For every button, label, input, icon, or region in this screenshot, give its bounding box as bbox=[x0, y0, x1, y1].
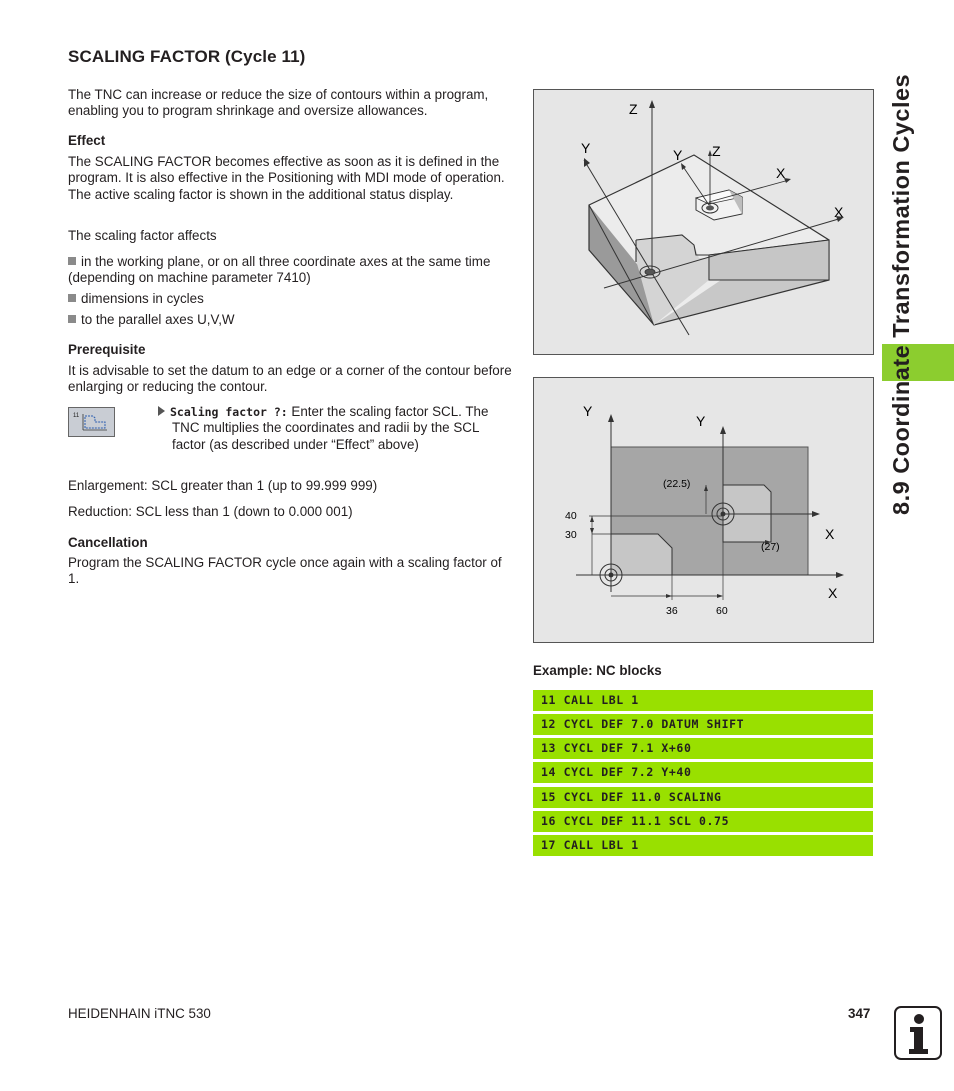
bullet-square-icon bbox=[68, 294, 76, 302]
bullet-square-icon bbox=[68, 257, 76, 265]
axis-label-z: Z bbox=[629, 101, 638, 117]
triangle-bullet-icon bbox=[158, 406, 165, 416]
dimension-label: (27) bbox=[761, 541, 780, 553]
affects-paragraph: The scaling factor affects bbox=[68, 228, 217, 243]
enlargement-text: Enlargement: SCL greater than 1 (up to 99.999 999) bbox=[68, 478, 378, 493]
bullet-square-icon bbox=[68, 315, 76, 323]
bullet-item: to the parallel axes U,V,W bbox=[68, 312, 513, 328]
reduction-text: Reduction: SCL less than 1 (down to 0.000 001) bbox=[68, 504, 353, 519]
example-label: Example: NC blocks bbox=[533, 663, 662, 678]
prerequisite-heading: Prerequisite bbox=[68, 342, 146, 357]
intro-paragraph: The TNC can increase or reduce the size of contours within a program, enabling you to program shrinkage and oversize allowances. bbox=[68, 87, 489, 119]
dimension-label: 60 bbox=[716, 605, 728, 617]
dimension-label: (22.5) bbox=[663, 478, 691, 490]
axis-label-x: X bbox=[834, 204, 844, 220]
prerequisite-paragraph: It is advisable to set the datum to an edge or a corner of the contour before enlarging or reducing the contour. bbox=[68, 363, 512, 395]
axis-label-z-shifted: Z bbox=[712, 143, 721, 159]
axis-label-y: Y bbox=[583, 403, 593, 419]
cycle-11-softkey-icon bbox=[68, 407, 115, 437]
cancellation-paragraph: Program the SCALING FACTOR cycle once again with a scaling factor of 1. bbox=[68, 555, 502, 587]
nc-block: 15 CYCL DEF 11.0 SCALING bbox=[533, 787, 873, 808]
nc-block: 11 CALL LBL 1 bbox=[533, 690, 873, 711]
effect-paragraph: The SCALING FACTOR becomes effective as soon as it is defined in the program. It is also effective in the Positioning with MDI mode of operation. The active scaling factor is shown in the additional status display. bbox=[68, 154, 505, 202]
axis-label-y-shifted: Y bbox=[696, 413, 706, 429]
parameter-description: Scaling factor ?: Enter the scaling factor SCL. The TNC multiplies the coordinates and radii by the SCL factor (as described under “Effect” above) bbox=[158, 404, 513, 453]
nc-block: 17 CALL LBL 1 bbox=[533, 835, 873, 856]
info-icon bbox=[894, 1006, 942, 1060]
bullet-item: in the working plane, or on all three coordinate axes at the same time (depending on machine parameter 7410) bbox=[68, 254, 491, 286]
axis-label-x: X bbox=[828, 585, 838, 601]
nc-block: 12 CYCL DEF 7.0 DATUM SHIFT bbox=[533, 714, 873, 735]
axis-label-x-shifted: X bbox=[825, 526, 835, 542]
section-title: SCALING FACTOR (Cycle 11) bbox=[68, 47, 306, 66]
axis-label-y: Y bbox=[581, 140, 591, 156]
footer-product: HEIDENHAIN iTNC 530 bbox=[68, 1006, 211, 1021]
parameter-name: Scaling factor ?: bbox=[170, 405, 288, 419]
effect-heading: Effect bbox=[68, 133, 106, 148]
dimension-label: 30 bbox=[565, 529, 577, 541]
nc-block: 16 CYCL DEF 11.1 SCL 0.75 bbox=[533, 811, 873, 832]
softkey-number: 11 bbox=[73, 413, 80, 419]
chapter-side-title: 8.9 Coordinate Transformation Cycles bbox=[888, 73, 914, 515]
cancellation-heading: Cancellation bbox=[68, 535, 148, 550]
figure-2d-scaling bbox=[533, 377, 874, 643]
axis-label-y-shifted: Y bbox=[673, 147, 683, 163]
nc-block: 14 CYCL DEF 7.2 Y+40 bbox=[533, 762, 873, 783]
bullet-item: dimensions in cycles bbox=[68, 291, 513, 307]
nc-block: 13 CYCL DEF 7.1 X+60 bbox=[533, 738, 873, 759]
figure-3d-scaling bbox=[533, 89, 874, 355]
page-number: 347 bbox=[848, 1006, 871, 1021]
dimension-label: 40 bbox=[565, 510, 577, 522]
axis-label-x-shifted: X bbox=[776, 165, 786, 181]
dimension-label: 36 bbox=[666, 605, 678, 617]
